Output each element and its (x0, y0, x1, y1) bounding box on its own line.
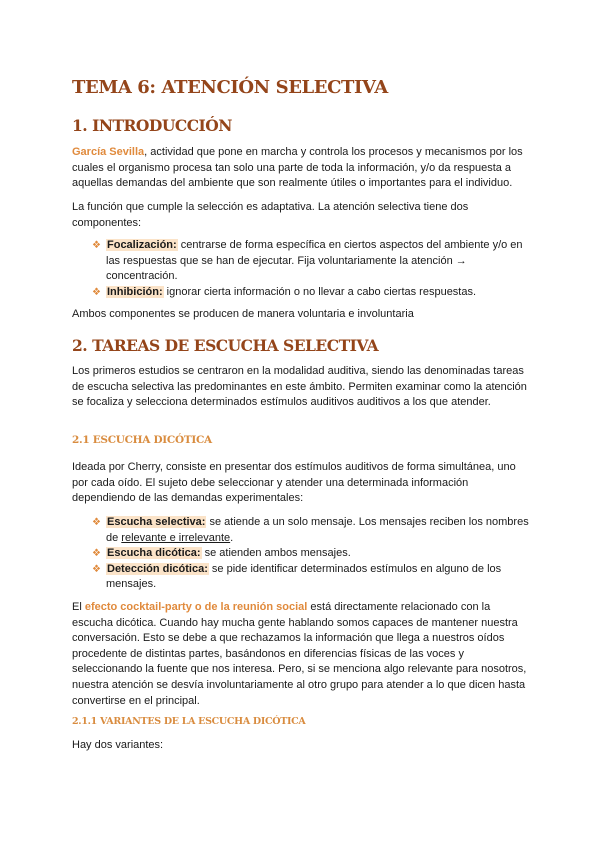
list-item (92, 238, 534, 285)
subsection-2-1-1-heading: 2.1.1 VARIANTES DE LA ESCUCHA DICÓTICA (72, 716, 306, 727)
paragraph-rest: está directamente relacionado con la escucha dicótica. Cuando hay mucha gente hablando somos capaces de mantener nuestra conversación. Esto se debe a que rechazamos la información que llega a nuestros oídos procedente de distintas partes, basándonos en diferencias físicas de las voces y seleccionando la fuente que nos interesa. Pero, si se menciona algo relevante para nosotros, nuestra atención se desvía involuntariamente al otro grupo para atender a lo que dicen hasta convertirse en el principal. (72, 601, 527, 707)
list-item (92, 546, 534, 562)
item-label: Escucha dicótica: (107, 547, 201, 560)
components-list (92, 238, 534, 300)
subsection-2-1-heading: 2.1 ESCUCHA DICÓTICA (72, 434, 212, 446)
item-text: centrarse de forma específica en ciertos aspectos del ambiente y/o en las respuestas que se han de ejecutar. Fija voluntariamente la atención → concentración. (106, 239, 523, 283)
item-label: Focalización: (107, 239, 177, 251)
item-text-end: . (230, 531, 234, 544)
item-text: se pide identificar determinados estímulos en alguno de los mensajes. (106, 562, 502, 591)
intro-paragraph-1-text: , actividad que pone en marcha y controla los procesos y mecanismos por los cuales el organismo procesa tan solo una parte de toda la información, y/o da respuesta a aquellas demandas del ambiente que son realmente útiles o importantes para el individuo. (72, 146, 523, 190)
list-item (92, 515, 534, 546)
diamond-bullet-icon: ❖ (92, 286, 101, 298)
item-text: se atiende a un solo mensaje. Los mensajes reciben los nombres de (106, 516, 529, 544)
section-2-heading: 2. TAREAS DE ESCUCHA SELECTIVA (72, 336, 379, 355)
underlined-term: relevante e irrelevante (121, 531, 231, 544)
list-item (92, 562, 534, 593)
item-text: se atienden ambos mensajes. (201, 547, 351, 560)
diamond-bullet-icon: ❖ (92, 240, 101, 251)
item-label: Inhibición: (107, 285, 163, 298)
diamond-bullet-icon: ❖ (92, 517, 101, 528)
cocktail-party-term: efecto cocktail-party o de la reunión social (84, 601, 308, 613)
intro-paragraph-2: La función que cumple la selección es adaptativa. La atención selectiva tiene dos componentes: (72, 201, 469, 229)
diamond-bullet-icon: ❖ (92, 563, 101, 575)
paragraph-start: El (72, 601, 85, 613)
intro-paragraph-1 (72, 145, 534, 192)
intro-paragraph-3: Ambos componentes se producen de manera voluntaria e involuntaria (72, 308, 414, 320)
item-label: Escucha selectiva: (107, 516, 206, 528)
list-item (92, 285, 534, 301)
section-1-heading: 1. INTRODUCCIÓN (72, 116, 232, 135)
dichotic-tasks-list (92, 515, 534, 593)
diamond-bullet-icon: ❖ (92, 548, 101, 560)
subsection-2-1-paragraph-1: Ideada por Cherry, consiste en presentar dos estímulos auditivos de forma simultánea, uno por cada oído. El sujeto debe seleccionar y atender una determinada información dependiendo de las demandas experimentales: (72, 461, 516, 505)
variants-paragraph: Hay dos variantes: (72, 739, 164, 751)
cocktail-party-paragraph (72, 600, 534, 709)
item-text: ignorar cierta información o no llevar a cabo ciertas respuestas. (163, 285, 477, 298)
section-2-paragraph: Los primeros estudios se centraron en la modalidad auditiva, siendo las denominadas tareas de escucha selectiva las predominantes en este ámbito. Permiten examinar como la atención se focaliza y selecciona determinados estímulos auditivos auditivos a los que atender. (72, 365, 527, 409)
author-name: García Sevilla (72, 146, 145, 158)
item-label: Detección dicótica: (107, 562, 208, 575)
page-title: TEMA 6: ATENCIÓN SELECTIVA (72, 77, 388, 98)
